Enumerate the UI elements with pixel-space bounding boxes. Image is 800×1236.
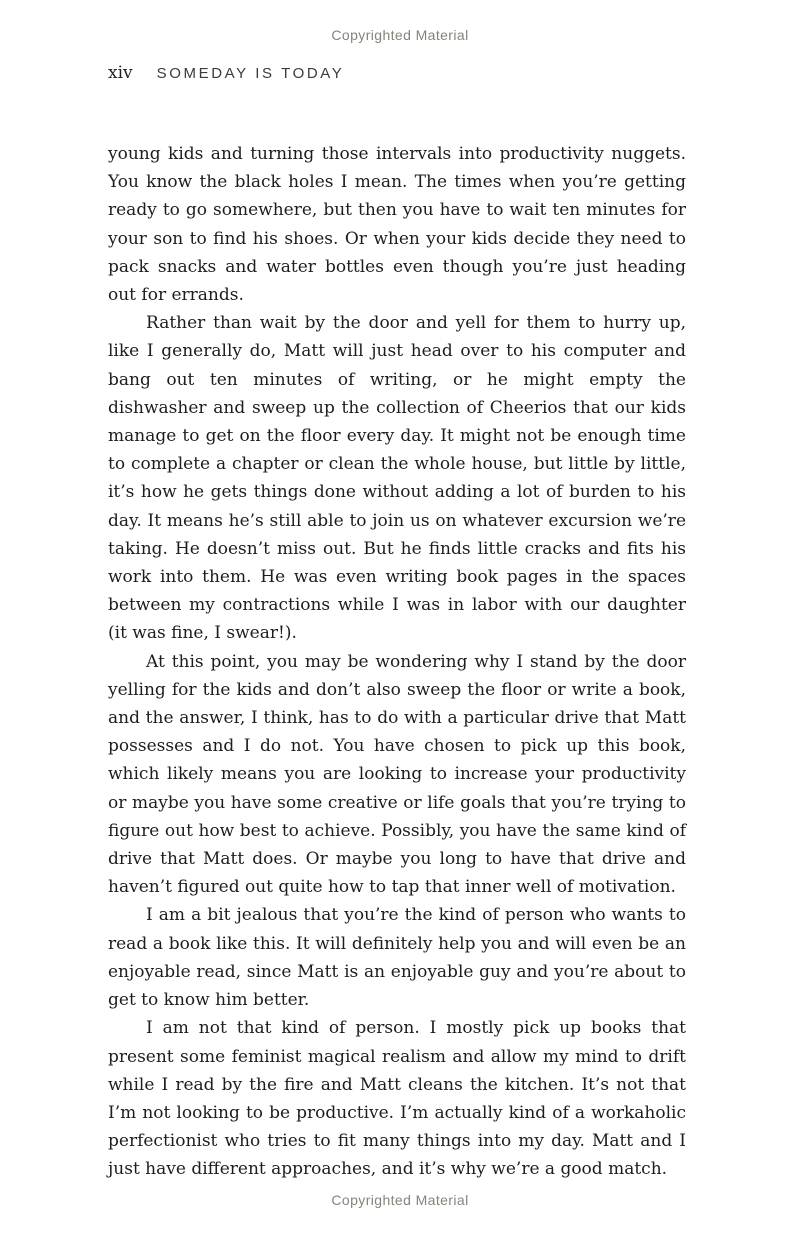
paragraph: young kids and turning those intervals into productivity nuggets. You know the black holes I mean. The times when you’re getting ready to go somewhere, but then you have to wait ten minutes for your son to find his shoes. Or when your kids decide they need to pack snacks and water bottles even though you’re just heading out for errands. [108,144,686,306]
paragraph: I am not that kind of person. I mostly pick up books that present some feminist magical realism and allow my mind to drift while I read by the fire and Matt cleans the kitchen. It’s not that I’m not looking to be productive. I’m actually kind of a workaholic perfectionist who tries to fit many things into my day. Matt and I just have different approaches, and it’s why we’re a good match. [108,1018,686,1180]
paragraph: I am a bit jealous that you’re the kind of person who wants to read a book like this. It will definitely help you and will even be an enjoyable read, since Matt is an enjoyable guy and you’re about to get to know him better. [108,905,686,1011]
paragraph: At this point, you may be wondering why I stand by the door yelling for the kids and don’t also sweep the floor or write a book, and the answer, I think, has to do with a particular drive that Matt possesses and I do not. You have chosen to pick up this book, which likely means you are looking to increase your productivity or maybe you have some creative or life goals that you’re trying to figure out how best to achieve. Possibly, you have the same kind of drive that Matt does. Or maybe you long to have that drive and haven’t figured out quite how to tap that inner well of motivation. [108,651,686,898]
paragraph: Rather than wait by the door and yell for them to hurry up, like I generally do, Matt will just head over to his computer and bang out ten minutes of writing, or he might empty the dishwasher and sweep up the collection of Cheerios that our kids manage to get on the floor every day. It might not be enough time to complete a chapter or clean the whole house, but little by little, it’s how he gets things done without adding a lot of burden to his day. It means he’s still able to join us on whatever excursion we’re taking. He doesn’t miss out. But he finds little cracks and fits his work into them. He was even writing book pages in the spaces between my contractions while I was in labor with our daughter (it was fine, I swear!). [108,313,686,644]
running-title: SOMEDAY IS TODAY [156,65,345,82]
body-text [108,140,686,1184]
copyright-notice-top: Copyrighted Material [331,27,469,43]
page-number: xiv [108,63,133,83]
page-header [108,63,692,83]
copyright-notice-bottom: Copyrighted Material [331,1192,469,1208]
